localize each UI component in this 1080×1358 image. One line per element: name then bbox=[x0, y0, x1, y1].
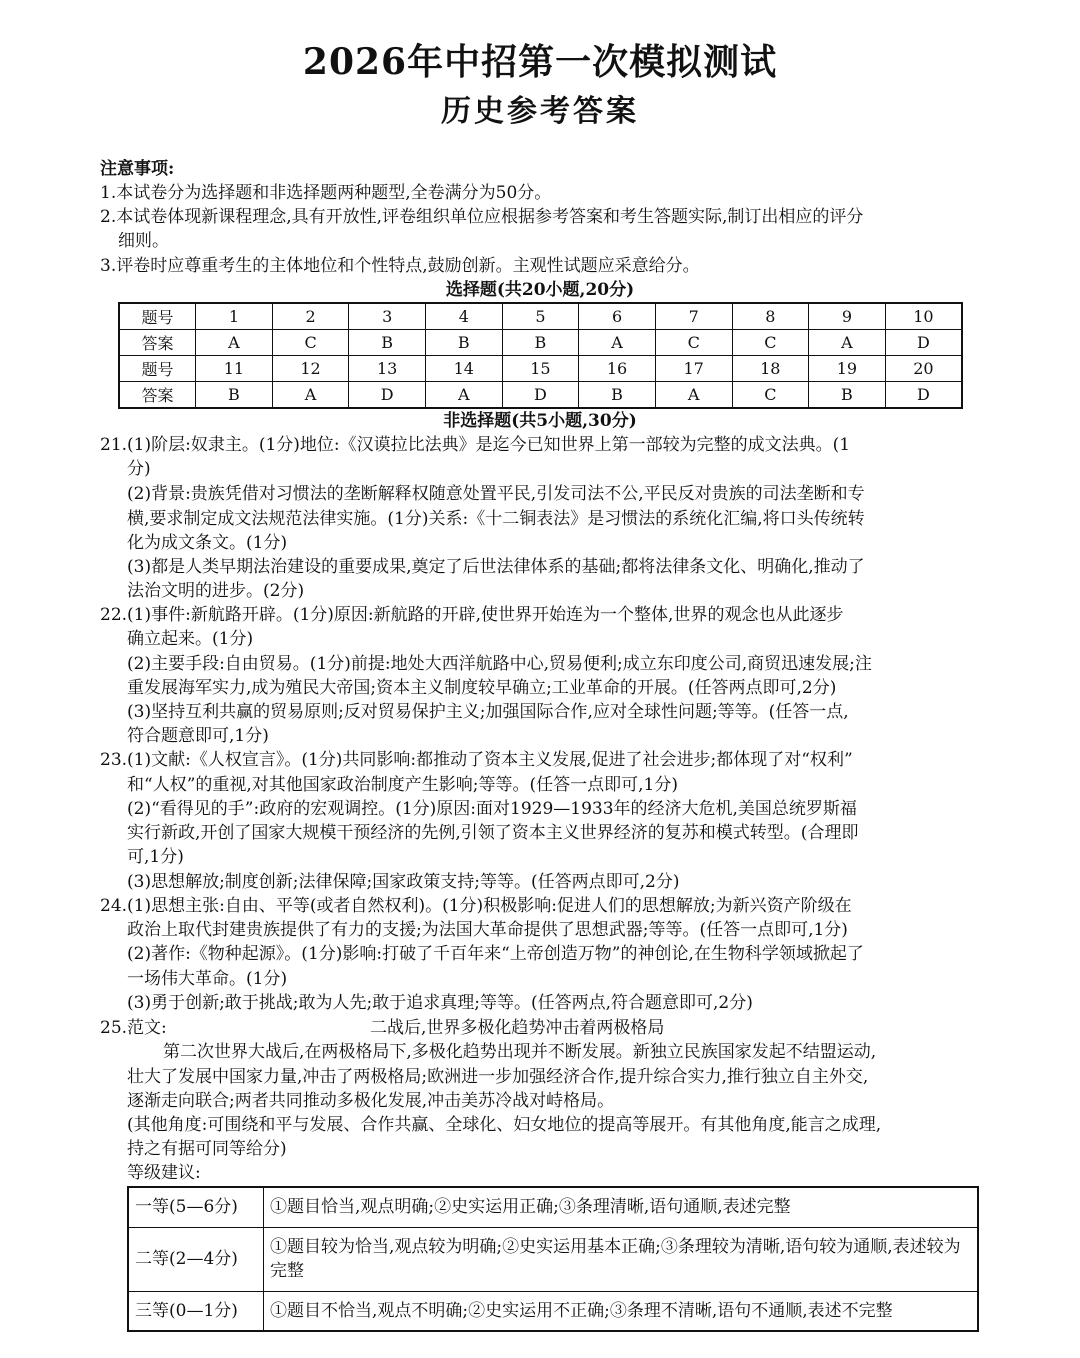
grade-level: 二等(2—4分) bbox=[128, 1227, 264, 1291]
mc-cell: 13 bbox=[349, 356, 426, 382]
mc-cell: 2 bbox=[272, 303, 349, 330]
mc-cell: 20 bbox=[885, 356, 962, 382]
answer-row bbox=[119, 330, 962, 356]
mc-cell: B bbox=[349, 330, 426, 356]
mc-cell: B bbox=[579, 382, 656, 409]
mc-cell: 1 bbox=[196, 303, 273, 330]
answer-line: 23.(1)文献:《人权宣言》。(1分)共同影响:都推动了资本主义发展,促进了社会进步;都体现了对“权利” bbox=[100, 750, 853, 770]
mc-cell: A bbox=[196, 330, 273, 356]
q25-label: 25.范文: bbox=[100, 1018, 167, 1038]
answer-line: (3)勇于创新;敢于挑战;敢为人先;敢于追求真理;等等。(任答两点,符合题意即可,2分) bbox=[127, 993, 753, 1013]
notes-heading: 注意事项: bbox=[100, 159, 175, 179]
mc-cell: 16 bbox=[579, 356, 656, 382]
mc-cell: A bbox=[655, 382, 732, 409]
answer-line: 24.(1)思想主张:自由、平等(或者自然权利)。(1分)积极影响:促进人们的思想解放;为新兴资产阶级在 bbox=[100, 896, 852, 916]
answer-line: (3)都是人类早期法治建设的重要成果,奠定了后世法律体系的基础;都将法律条文化、明确化,推动了 bbox=[127, 557, 865, 577]
answer-line: 分) bbox=[127, 459, 151, 479]
answer-line: 符合题意即可,1分) bbox=[127, 726, 269, 746]
other-angle-line: 持之有据可同等给分) bbox=[127, 1139, 287, 1159]
mc-cell: 17 bbox=[655, 356, 732, 382]
mc-cell: B bbox=[809, 382, 886, 409]
other-angle-line: (其他角度:可围绕和平与发展、合作共赢、全球化、妇女地位的提高等展开。有其他角度,能言之成理, bbox=[127, 1115, 882, 1135]
answer-line: (2)主要手段:自由贸易。(1分)前提:地处大西洋航路中心,贸易便利;成立东印度公司,商贸迅速发展;注 bbox=[127, 654, 872, 674]
answer-line: 法治文明的进步。(2分) bbox=[127, 581, 305, 601]
mc-cell: D bbox=[885, 382, 962, 409]
answer-line: (2)著作:《物种起源》。(1分)影响:打破了千百年来“上帝创造万物”的神创论,在生物科学领域掀起了 bbox=[127, 944, 864, 964]
mc-cell: 8 bbox=[732, 303, 809, 330]
mc-cell: B bbox=[426, 330, 503, 356]
essay-line: 第二次世界大战后,在两极格局下,多极化趋势出现并不断发展。新独立民族国家发起不结盟运动, bbox=[163, 1042, 877, 1062]
mc-cell: A bbox=[809, 330, 886, 356]
grade-description: ①题目恰当,观点明确;②史实运用正确;③条理清晰,语句通顺,表述完整 bbox=[264, 1187, 979, 1227]
grade-row bbox=[128, 1227, 978, 1291]
mc-cell: 5 bbox=[502, 303, 579, 330]
answer-line: 重发展海军实力,成为殖民大帝国;资本主义制度较早确立;工业革命的开展。(任答两点即可,2分) bbox=[127, 678, 837, 698]
mc-answer-table bbox=[118, 302, 963, 409]
row-label: 题号 bbox=[119, 356, 196, 382]
mc-cell: D bbox=[885, 330, 962, 356]
mc-cell: 7 bbox=[655, 303, 732, 330]
mc-cell: 10 bbox=[885, 303, 962, 330]
mc-cell: C bbox=[732, 382, 809, 409]
mc-cell: 11 bbox=[196, 356, 273, 382]
grade-level: 三等(0—1分) bbox=[128, 1291, 264, 1331]
mc-cell: A bbox=[426, 382, 503, 409]
answer-line: 22.(1)事件:新航路开辟。(1分)原因:新航路的开辟,使世界开始连为一个整体,世界的观念也从此逐步 bbox=[100, 605, 844, 625]
mc-cell: B bbox=[196, 382, 273, 409]
mc-cell: 9 bbox=[809, 303, 886, 330]
mc-cell: B bbox=[502, 330, 579, 356]
mc-cell: D bbox=[502, 382, 579, 409]
grade-description: ①题目不恰当,观点不明确;②史实运用不正确;③条理不清晰,语句不通顺,表述不完整 bbox=[264, 1291, 979, 1331]
answer-line: 和“人权”的重视,对其他国家政治制度产生影响;等等。(任答一点即可,1分) bbox=[127, 775, 678, 795]
page-subtitle: 历史参考答案 bbox=[441, 94, 639, 129]
answer-line: 一场伟大革命。(1分) bbox=[127, 969, 288, 989]
essay-title: 二战后,世界多极化趋势冲击着两极格局 bbox=[370, 1018, 665, 1038]
grade-row bbox=[128, 1291, 978, 1331]
answer-line: (2)“看得见的手”:政府的宏观调控。(1分)原因:面对1929—1933年的经济大危机,美国总统罗斯福 bbox=[127, 799, 857, 819]
note-line: 细则。 bbox=[118, 231, 169, 251]
mc-cell: C bbox=[655, 330, 732, 356]
answer-line: (3)坚持互利共赢的贸易原则;反对贸易保护主义;加强国际合作,应对全球性问题;等等。(任答一点, bbox=[127, 702, 849, 722]
essay-line: 壮大了发展中国家力量,冲击了两极格局;欧洲进一步加强经济合作,提升综合实力,推行独立自主外交, bbox=[127, 1067, 869, 1087]
mc-cell: A bbox=[579, 330, 656, 356]
mc-heading: 选择题(共20小题,20分) bbox=[445, 280, 635, 300]
answer-line: (2)背景:贵族凭借对习惯法的垄断解释权随意处置平民,引发司法不公,平民反对贵族的司法垄断和专 bbox=[127, 484, 865, 504]
mc-cell: A bbox=[272, 382, 349, 409]
question-number-row bbox=[119, 356, 962, 382]
mc-cell: C bbox=[272, 330, 349, 356]
mc-cell: C bbox=[732, 330, 809, 356]
answer-row bbox=[119, 382, 962, 409]
question-number-row bbox=[119, 303, 962, 330]
mc-cell: 18 bbox=[732, 356, 809, 382]
row-label: 答案 bbox=[119, 330, 196, 356]
grade-level: 一等(5—6分) bbox=[128, 1187, 264, 1227]
answer-line: 横,要求制定成文法规范法律实施。(1分)关系:《十二铜表法》是习惯法的系统化汇编,将口头传统转 bbox=[127, 509, 865, 529]
row-label: 答案 bbox=[119, 382, 196, 409]
mc-cell: 6 bbox=[579, 303, 656, 330]
answer-line: 化为成文条文。(1分) bbox=[127, 533, 288, 553]
answer-line: 21.(1)阶层:奴隶主。(1分)地位:《汉谟拉比法典》是迄今已知世界上第一部较为完整的成文法典。(1 bbox=[100, 435, 851, 455]
answer-line: 实行新政,开创了国家大规模干预经济的先例,引领了资本主义世界经济的复苏和模式转型。(合理即 bbox=[127, 823, 859, 843]
mc-cell: D bbox=[349, 382, 426, 409]
answer-line: 政治上取代封建贵族提供了有力的支援;为法国大革命提供了思想武器;等等。(任答一点即可,1分) bbox=[127, 920, 848, 940]
note-line: 1.本试卷分为选择题和非选择题两种题型,全卷满分为50分。 bbox=[100, 183, 552, 203]
essay-line: 逐渐走向联合;两者共同推动多极化发展,冲击美苏冷战对峙格局。 bbox=[127, 1091, 615, 1111]
mc-cell: 19 bbox=[809, 356, 886, 382]
grade-row bbox=[128, 1187, 978, 1227]
note-line: 2.本试卷体现新课程理念,具有开放性,评卷组织单位应根据参考答案和考生答题实际,制订出相应的评分 bbox=[100, 207, 864, 227]
answer-line: 可,1分) bbox=[127, 847, 184, 867]
row-label: 题号 bbox=[119, 303, 196, 330]
mc-cell: 15 bbox=[502, 356, 579, 382]
grading-label: 等级建议: bbox=[127, 1163, 201, 1183]
nonmc-heading: 非选择题(共5小题,30分) bbox=[443, 411, 637, 431]
grade-description: ①题目较为恰当,观点较为明确;②史实运用基本正确;③条理较为清晰,语句较为通顺,表述较为完整 bbox=[264, 1227, 979, 1291]
answer-line: (3)思想解放;制度创新;法律保障;国家政策支持;等等。(任答两点即可,2分) bbox=[127, 872, 680, 892]
grading-table bbox=[127, 1186, 979, 1332]
mc-cell: 3 bbox=[349, 303, 426, 330]
page-title: 2026年中招第一次模拟测试 bbox=[302, 41, 778, 83]
mc-cell: 14 bbox=[426, 356, 503, 382]
mc-cell: 12 bbox=[272, 356, 349, 382]
note-line: 3.评卷时应尊重考生的主体地位和个性特点,鼓励创新。主观性试题应采意给分。 bbox=[100, 256, 700, 276]
mc-cell: 4 bbox=[426, 303, 503, 330]
answer-line: 确立起来。(1分) bbox=[127, 629, 254, 649]
